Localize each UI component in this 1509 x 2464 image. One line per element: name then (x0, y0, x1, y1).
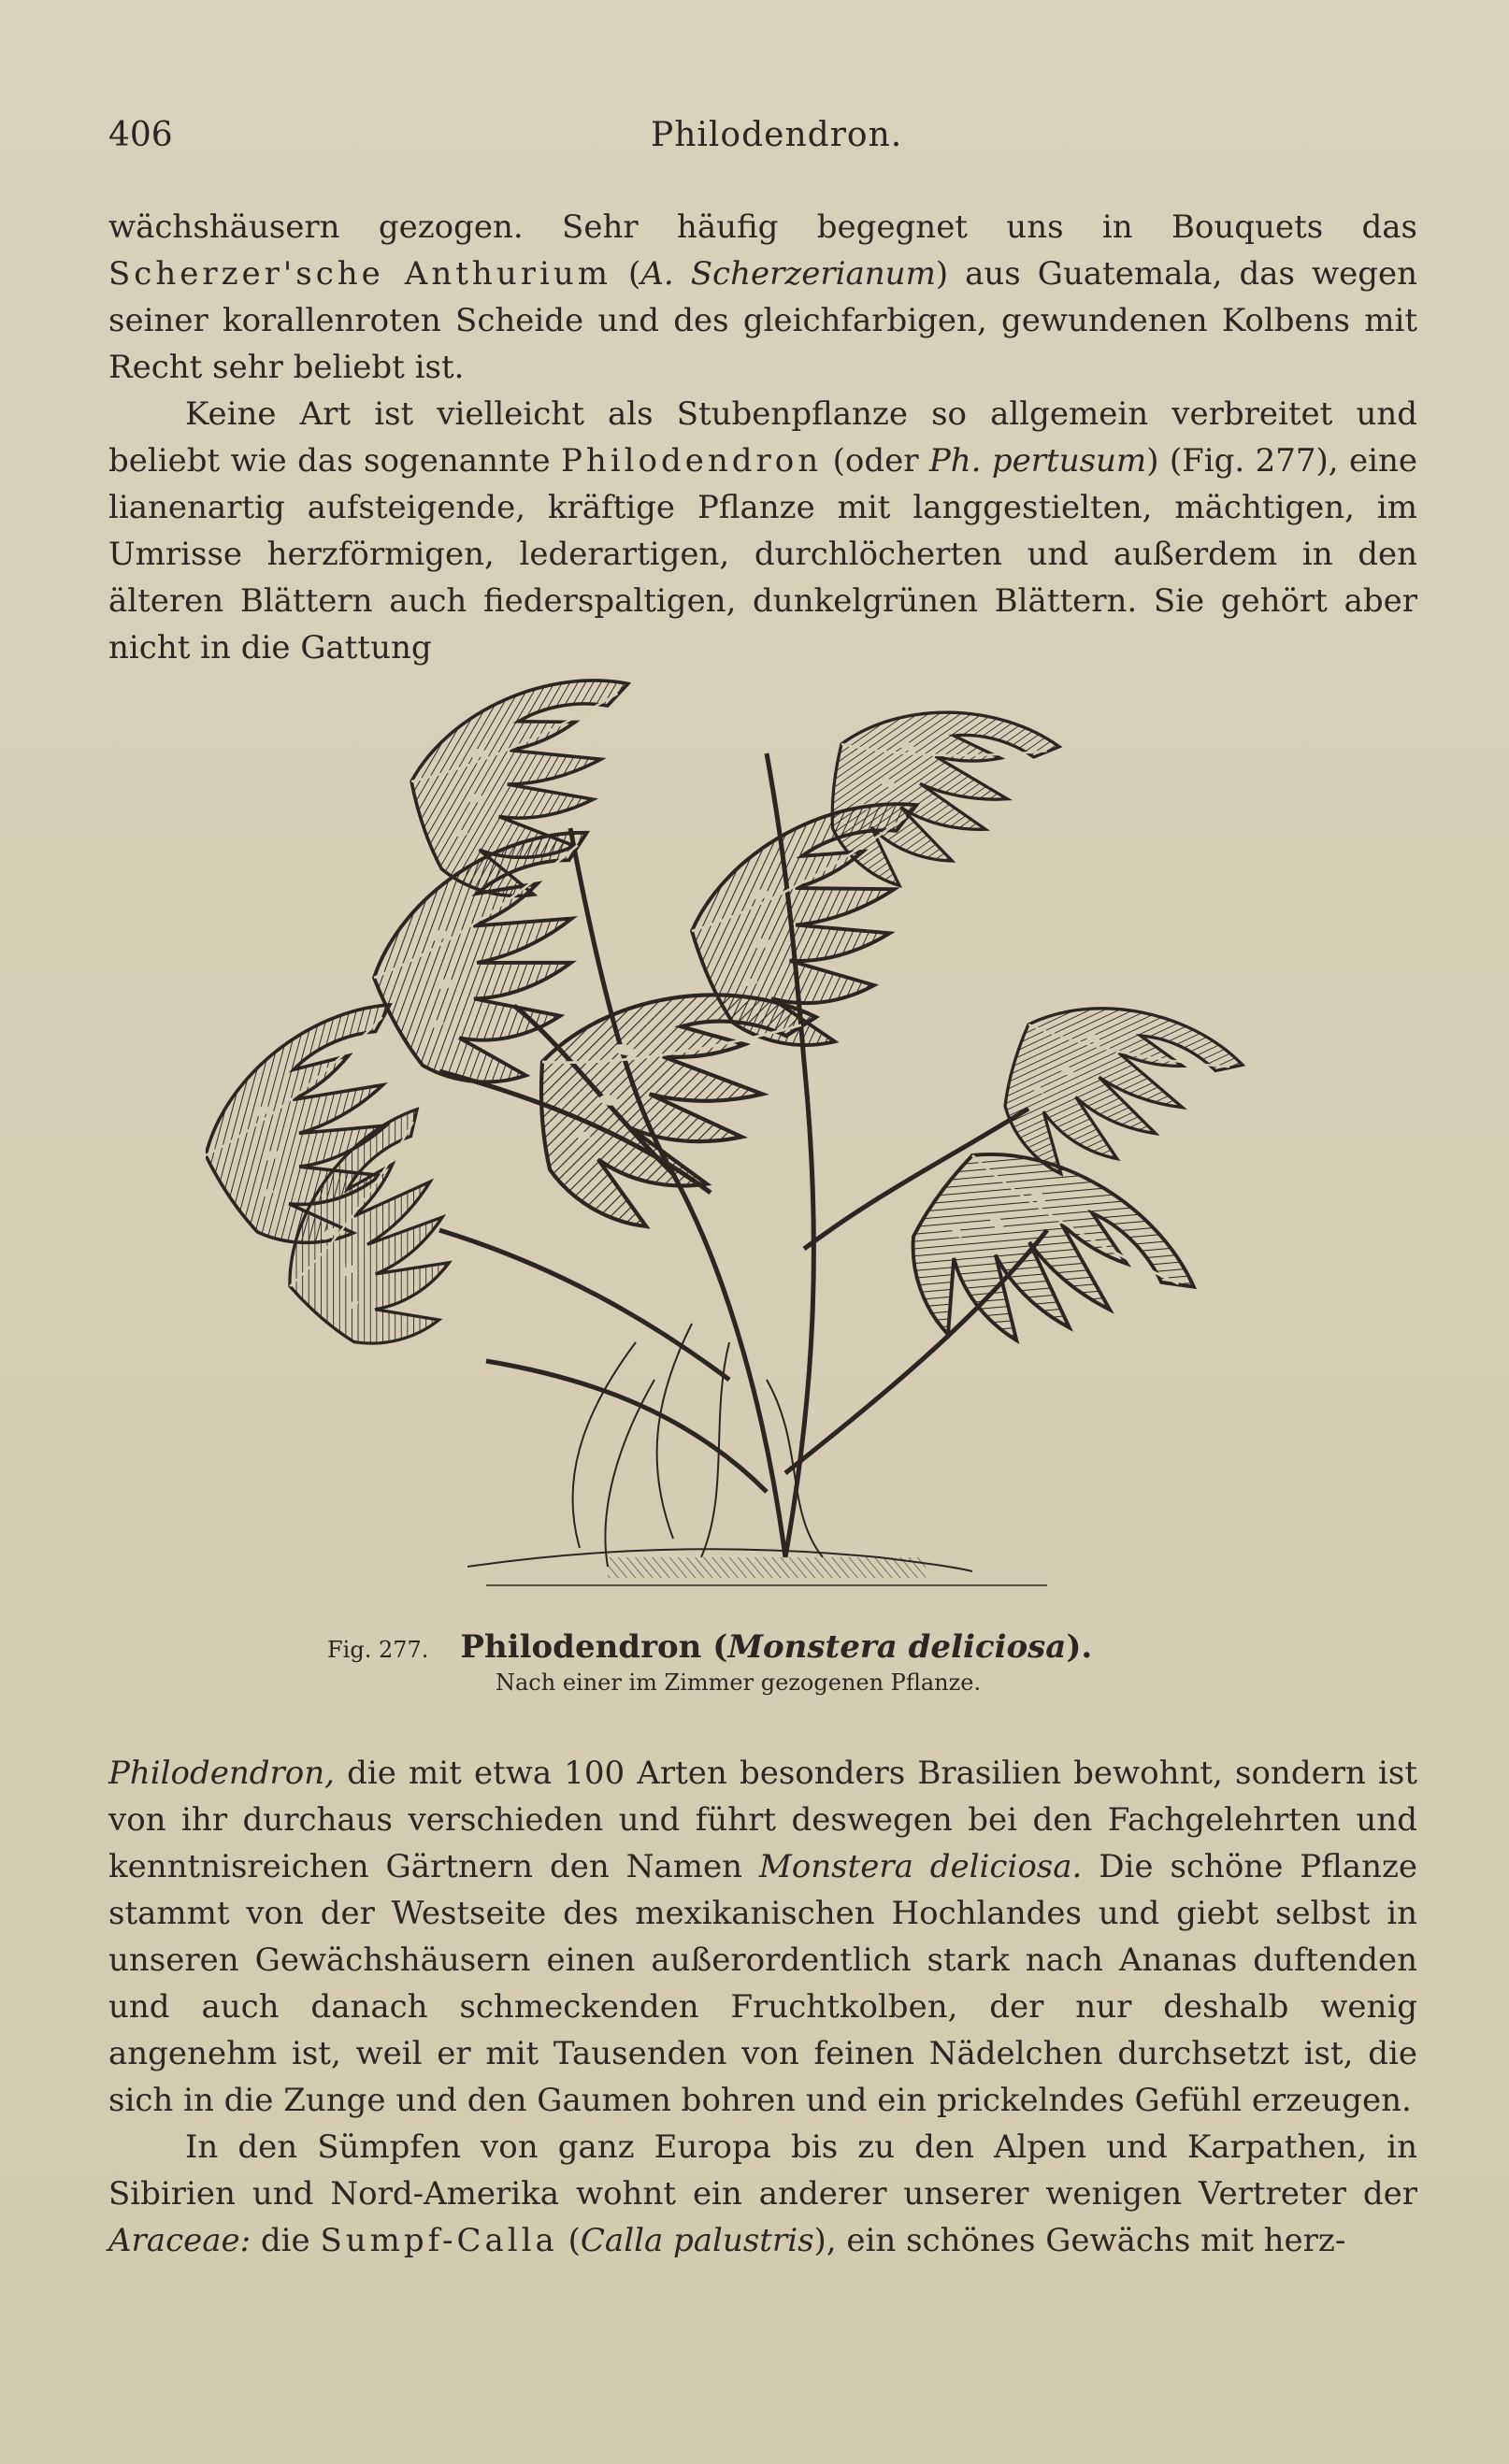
paragraph-3-text-a: die mit etwa 100 Arten besonders Brasilien bewohnt, sondern ist von ihr durchaus verschieden und führt deswegen bei den Fachgelehrten und kenntnisreichen Gärtnern den Namen (108, 1755, 1417, 1885)
caption-latin-name: Monstera deliciosa (727, 1628, 1067, 1666)
paragraph-2-text-b: (oder (822, 442, 929, 480)
caption-paren-close: ). (1066, 1628, 1093, 1666)
paragraph-1-paren: ( (611, 255, 641, 293)
figure-277-illustration (206, 669, 1328, 1623)
text-column-lower (108, 1750, 1417, 2264)
figure-caption (327, 1628, 1262, 1696)
caption-paren-open: ( (701, 1628, 728, 1666)
paragraph-1-text-b: ) aus Guatemala, das wegen seiner korallenroten Scheide und des gleichfarbigen, gewundenen Kolbens mit Recht sehr beliebt ist. (108, 255, 1417, 386)
paragraph-4 (108, 2124, 1417, 2264)
paragraph-2-spaced-term: Philodendron (561, 442, 823, 480)
caption-common-name: Philodendron (460, 1628, 702, 1666)
ground (467, 1549, 1047, 1585)
paragraph-1 (108, 204, 1417, 391)
paragraph-3-latin-genus: Philodendron, (108, 1755, 335, 1792)
paragraph-2-text-c: ) (Fig. 277), eine lianenartig aufsteigende, kräftige Pflanze mit langgestielten, mächtigen, im Umrisse herzförmigen, lederartigen, durchlöcherten und außerdem in den älteren Blättern auch fiederspaltigen, dunkelgrünen Blättern. Sie gehört aber nicht in die Gattung (108, 442, 1417, 666)
paragraph-3 (108, 1750, 1417, 2124)
paragraph-2 (108, 391, 1417, 671)
figure-label: Fig. 277. (327, 1637, 429, 1663)
paragraph-1-text-a: wächshäusern gezogen. Sehr häufig begegnet uns in Bouquets das (108, 208, 1417, 246)
paragraph-2-text-a: Keine Art ist vielleicht als Stubenpflanze so allgemein verbreitet und beliebt wie das sogenannte (108, 395, 1417, 480)
paragraph-4-text-c: ), ein schönes Gewächs mit herz- (813, 2222, 1346, 2259)
aerial-roots (573, 1324, 824, 1567)
paragraph-4-family: Araceae: (108, 2222, 252, 2259)
caption-title-line (327, 1628, 1262, 1666)
leaves (206, 670, 1245, 1427)
page-number: 406 (108, 116, 173, 154)
paragraph-1-spaced-term: Scherzer'sche Anthurium (108, 255, 611, 293)
paragraph-4-latin-name: Calla palustris (580, 2222, 814, 2259)
monstera-engraving (206, 669, 1328, 1623)
caption-subtitle: Nach einer im Zimmer gezogenen Pflanze. (496, 1669, 982, 1696)
running-title: Philodendron. (651, 116, 903, 154)
page-header (108, 112, 1417, 168)
paragraph-2-latin-name: Ph. pertusum (928, 442, 1147, 480)
paragraph-3-latin-name: Monstera deliciosa. (758, 1848, 1083, 1885)
paragraph-3-text-b: Die schöne Pflanze stammt von der Westseite des mexikanischen Hochlandes und giebt selbst in unseren Gewächshäusern einen außerordentlich stark nach Ananas duftenden und auch danach schmeckenden Fruchtkolben, der nur deshalb wenig angenehm ist, weil er mit Tausenden von feinen Nädelchen durchsetzt ist, die sich in die Zunge und den Gaumen bohren und ein prickelndes Gefühl erzeugen. (108, 1848, 1418, 2119)
paragraph-4-paren: ( (557, 2222, 581, 2259)
text-column-upper (108, 204, 1417, 671)
paragraph-1-latin-name: A. Scherzerianum (640, 255, 936, 293)
paragraph-4-text-a: In den Sümpfen von ganz Europa bis zu den Alpen und Karpathen, in Sibirien und Nord-Amerika wohnt ein anderer unserer wenigen Vertreter der (108, 2128, 1417, 2213)
paragraph-4-text-b: die (251, 2222, 321, 2259)
paragraph-4-spaced-term: Sumpf-Calla (320, 2222, 558, 2259)
